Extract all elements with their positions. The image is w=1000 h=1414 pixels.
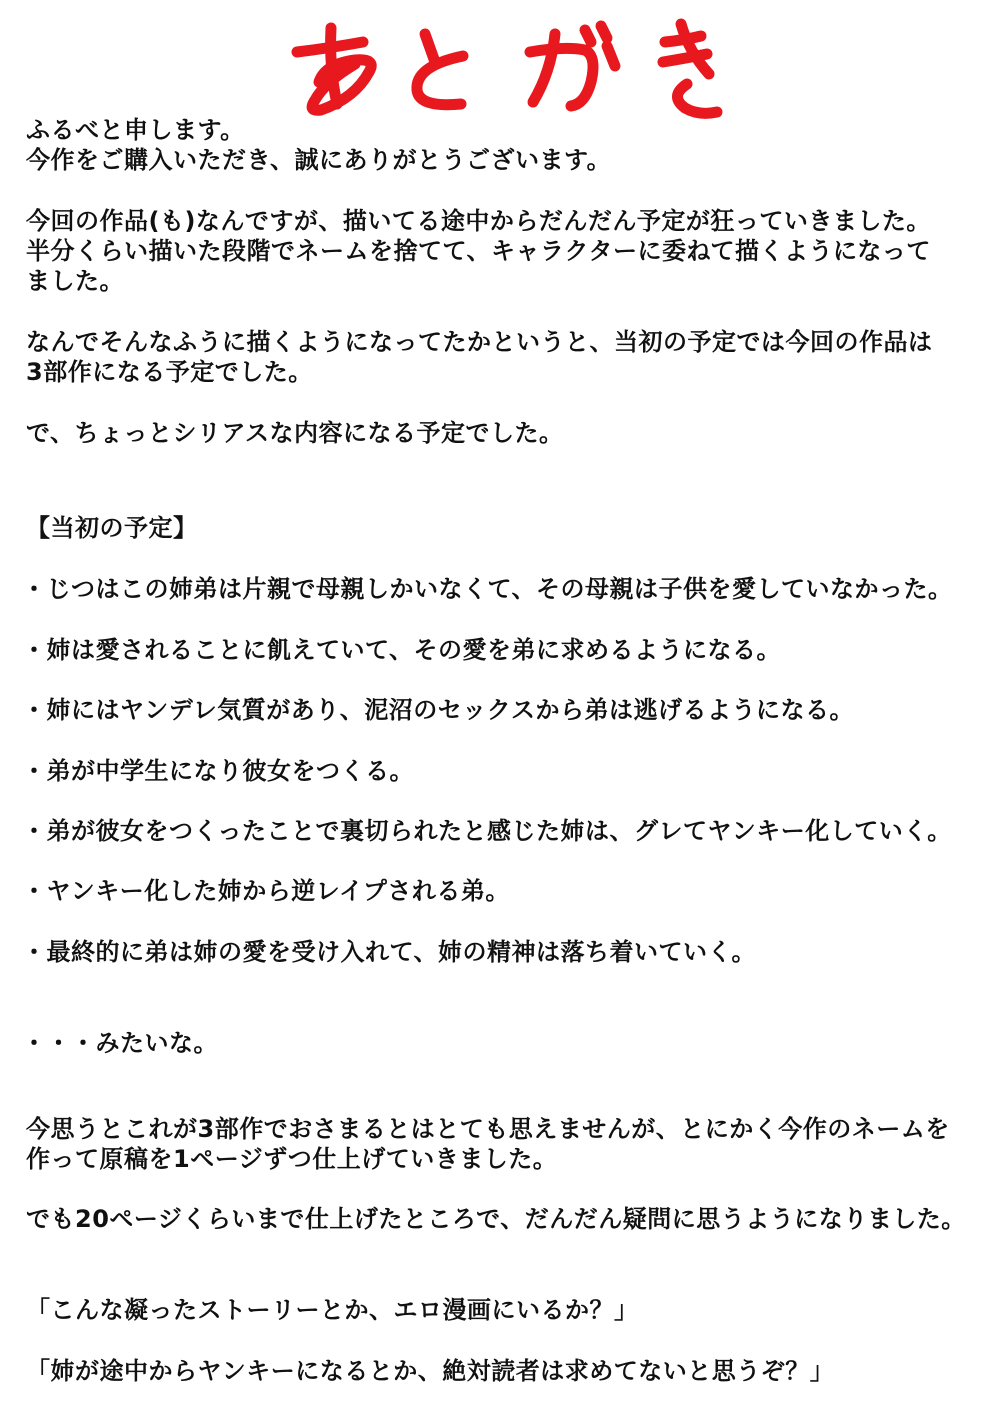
bullet-item: ・最終的に弟は姉の愛を受け入れて、姉の精神は落ち着いていく。 xyxy=(22,938,757,966)
text-line: 3部作になる予定でした。 xyxy=(26,358,313,386)
bullet-item: ・ヤンキー化した姉から逆レイプされる弟。 xyxy=(22,877,510,905)
text-line: 今回の作品(も)なんですが、描いてる途中からだんだん予定が狂っていきました。 xyxy=(26,207,931,235)
text-line: 今思うとこれが3部作でおさまるとはとても思えませんが、とにかく今作のネームを xyxy=(26,1115,950,1143)
bullet-item: ・弟が彼女をつくったことで裏切られたと感じた姉は、グレてヤンキー化していく。 xyxy=(22,817,952,845)
bullet-item: ・姉は愛されることに飢えていて、その愛を弟に求めるようになる。 xyxy=(22,636,782,664)
bullet-item: ・姉にはヤンデレ気質があり、泥沼のセックスから弟は逃げるようになる。 xyxy=(22,696,855,724)
quote-line: 「こんな凝ったストーリーとか、エロ漫画にいるか？」 xyxy=(26,1296,639,1324)
text-line: でも20ページくらいまで仕上げたところで、だんだん疑問に思うようになりました。 xyxy=(26,1205,966,1233)
bullet-item: ・弟が中学生になり彼女をつくる。 xyxy=(22,757,414,785)
text-line: 今作をご購入いただき、誠にありがとうございます。 xyxy=(26,146,612,174)
text-line: ・・・みたいな。 xyxy=(22,1029,218,1057)
text-line: 作って原稿を1ページずつ仕上げていきました。 xyxy=(26,1145,558,1173)
title-lettering xyxy=(285,12,725,122)
text-line: で、ちょっとシリアスな内容になる予定でした。 xyxy=(26,419,564,447)
quote-line: 「姉が途中からヤンキーになるとか、絶対読者は求めてないと思うぞ？」 xyxy=(26,1357,835,1385)
text-line: ました。 xyxy=(26,267,124,295)
text-line: ふるべと申します。 xyxy=(26,116,245,144)
handwritten-title xyxy=(0,0,1000,125)
text-line: なんでそんなふうに描くようになってたかというと、当初の予定では今回の作品は xyxy=(26,328,933,356)
section-heading: 【当初の予定】 xyxy=(26,514,198,542)
bullet-item: ・じつはこの姉弟は片親で母親しかいなくて、その母親は子供を愛していなかった。 xyxy=(22,575,953,603)
text-line: 半分くらい描いた段階でネームを捨てて、キャラクターに委ねて描くようになって xyxy=(26,237,931,265)
